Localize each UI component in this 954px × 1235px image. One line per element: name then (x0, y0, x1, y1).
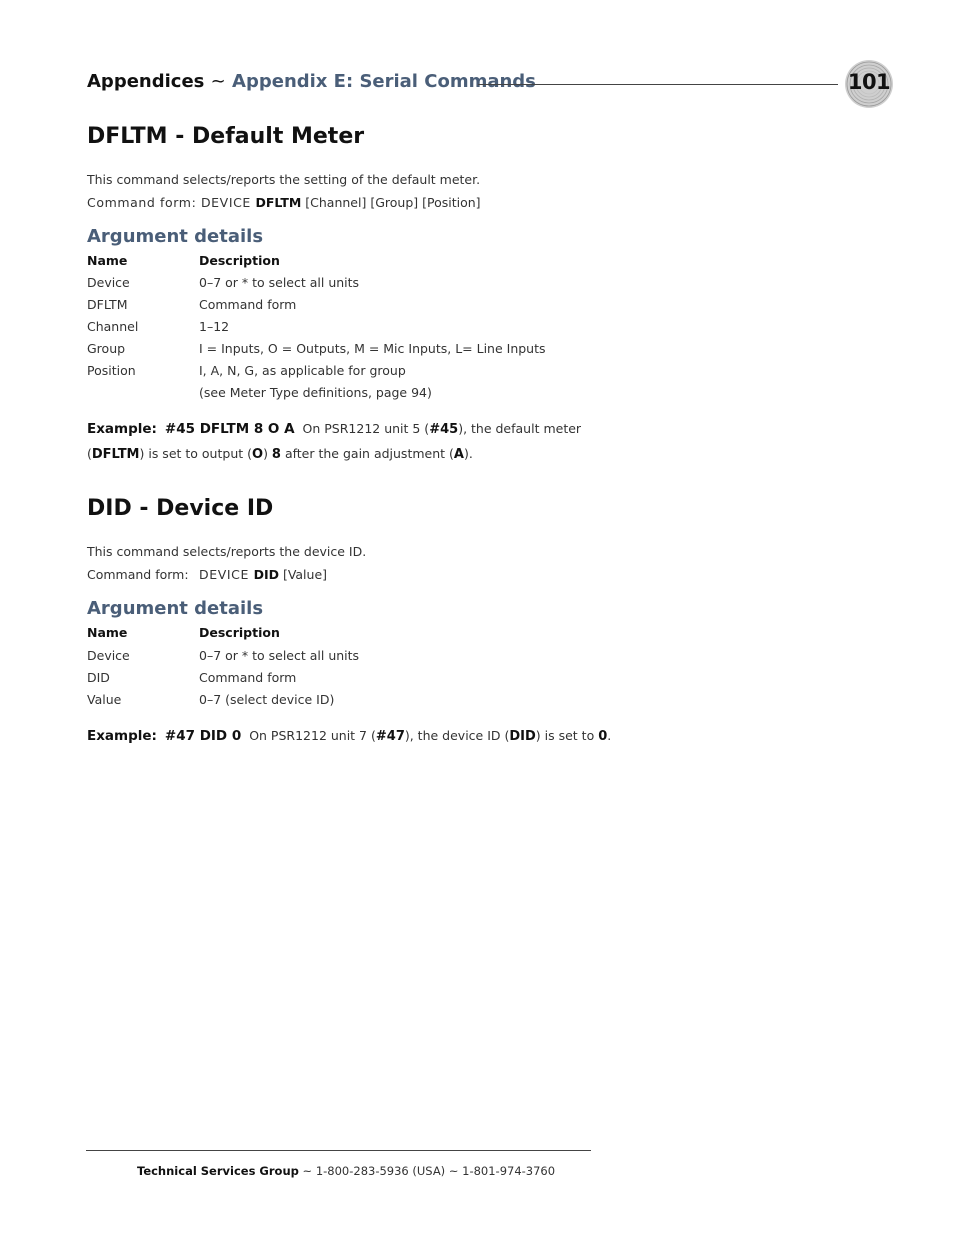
example-command: #47 DID 0 (164, 728, 242, 744)
command-form-prefix: Command form: DEVICE (87, 195, 256, 210)
command-device: DEVICE (199, 567, 254, 582)
example-text: ( (87, 446, 92, 461)
footer-separator: ~ (298, 1164, 316, 1178)
did-col-desc: Description (199, 625, 280, 640)
dfltm-example (87, 421, 581, 437)
example-text: ), the device ID ( (404, 728, 510, 743)
dfltm-command-form (87, 195, 481, 210)
command-args: [Value] (278, 567, 328, 582)
table-row-name: DFLTM (87, 297, 128, 312)
table-row-name: Device (87, 648, 130, 663)
example-bold: DID (509, 729, 536, 744)
table-row-desc: 0–7 or * to select all units (199, 648, 360, 663)
example-text: ), the default meter (458, 421, 582, 436)
dfltm-example-line2 (87, 446, 473, 462)
table-row-desc: 1–12 (199, 319, 230, 334)
command-args: [Channel] [Group] [Position] (301, 195, 481, 210)
example-bold: O (252, 447, 264, 462)
example-text: ) is set to output ( (139, 446, 252, 461)
header-separator: ~ (210, 71, 226, 92)
did-example (87, 728, 611, 744)
table-row-name: Position (87, 363, 136, 378)
dfltm-title: DFLTM - Default Meter (87, 124, 365, 149)
header-rule (478, 84, 838, 85)
example-text: ) (263, 446, 272, 461)
did-intro: This command selects/reports the device ID. (87, 544, 367, 559)
table-row-name: Value (87, 692, 122, 707)
did-col-name: Name (87, 625, 128, 640)
dfltm-intro: This command selects/reports the setting of the default meter. (87, 172, 481, 187)
footer-org: Technical Services Group (137, 1164, 299, 1178)
did-command-form (199, 567, 327, 582)
example-bold: 0 (598, 729, 608, 744)
example-bold: #47 (375, 729, 405, 744)
example-label: Example: (87, 421, 157, 437)
example-bold: DFLTM (91, 447, 140, 462)
footer-phone-usa: 1-800-283-5936 (USA) (315, 1164, 446, 1178)
table-row-name: Channel (87, 319, 139, 334)
table-row-name: Group (87, 341, 126, 356)
footer-rule (86, 1150, 591, 1151)
example-bold: A (453, 447, 464, 462)
dfltm-col-name: Name (87, 253, 128, 268)
example-label: Example: (87, 728, 157, 744)
did-command-form-label: Command form: (87, 567, 189, 582)
example-bold: 8 (271, 447, 281, 462)
page-footer (137, 1164, 555, 1178)
table-row-desc: I = Inputs, O = Outputs, M = Mic Inputs, L= Line Inputs (199, 341, 546, 356)
dfltm-col-desc: Description (199, 253, 280, 268)
subsection-title: Appendix E: Serial Commands (232, 71, 536, 92)
example-bold: #45 (429, 422, 459, 437)
table-row-name: DID (87, 670, 110, 685)
footer-phone-intl: 1-801-974-3760 (462, 1164, 556, 1178)
example-text: ). (463, 446, 473, 461)
example-command: #45 DFLTM 8 O A (164, 421, 295, 437)
table-row-name: Device (87, 275, 130, 290)
table-row-desc: I, A, N, G, as applicable for group (199, 363, 406, 378)
did-title: DID - Device ID (87, 496, 274, 521)
page-header (87, 71, 536, 92)
table-row-desc: Command form (199, 297, 297, 312)
table-row-desc: 0–7 or * to select all units (199, 275, 360, 290)
table-row-desc: Command form (199, 670, 297, 685)
did-args-heading: Argument details (87, 598, 264, 619)
command-name: DFLTM (255, 195, 302, 210)
example-text: On PSR1212 unit 5 ( (302, 421, 430, 436)
example-text: after the gain adjustment ( (280, 446, 454, 461)
page-number: 101 (847, 70, 891, 94)
table-row-desc: (see Meter Type definitions, page 94) (199, 385, 432, 400)
table-row-desc: 0–7 (select device ID) (199, 692, 335, 707)
footer-separator: ~ (445, 1164, 463, 1178)
command-name: DID (253, 567, 279, 582)
section-title: Appendices (87, 71, 205, 92)
dfltm-args-heading: Argument details (87, 226, 264, 247)
example-text: On PSR1212 unit 7 ( (249, 728, 376, 743)
example-text: . (607, 728, 612, 743)
example-text: ) is set to (535, 728, 599, 743)
